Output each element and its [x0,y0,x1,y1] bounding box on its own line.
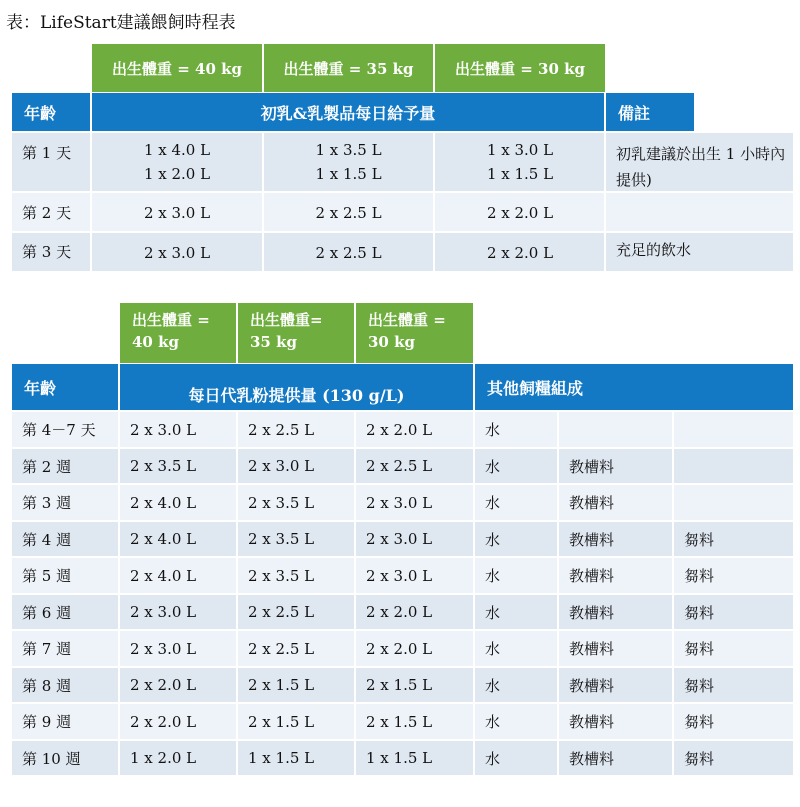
other-feed-water: 水 [485,676,501,695]
column-header-age: 年齡 [12,93,90,131]
age-cell: 第 2 週 [22,457,72,476]
column-header-age: 年齡 [12,364,118,410]
column-header-other-feed: 其他飼糧組成 [475,364,793,410]
amount-cell-35kg: 1 x 1.5 L [248,749,315,767]
column-header-daily-amount: 初乳&乳製品每日給予量 [92,93,604,131]
weight-header-35kg: 出生體重= 35 kg [238,303,354,363]
other-feed-forage [674,449,793,483]
note-cell: 初乳建議於出生 1 小時內提供) [616,145,786,189]
other-feed-water: 水 [485,421,501,439]
other-feed-starter: 教槽料 [569,713,615,731]
other-feed-water: 水 [485,713,501,731]
note-cell [606,193,793,231]
other-feed-forage: 芻料 [684,749,715,768]
column-divider [90,133,92,271]
age-cell: 第 8 週 [22,676,72,695]
amount-cell-40kg: 2 x 3.0 L [130,639,197,658]
amount-cell-35kg: 2 x 3.5 L [248,530,315,548]
amount-line-1: 1 x 3.0 L [486,141,554,159]
column-divider [604,133,606,271]
other-feed-starter: 教槽料 [569,749,615,768]
amount-line-1: 1 x 3.5 L [315,141,382,159]
amount-cell-30kg: 2 x 1.5 L [366,676,433,694]
amount-cell-35kg [264,138,433,186]
amount-cell-40kg: 2 x 3.0 L [130,603,197,621]
other-feed-forage: 芻料 [684,713,715,731]
amount-cell-30kg: 2 x 2.0 L [486,204,554,222]
column-divider [236,412,238,776]
amount-cell-35kg: 2 x 3.5 L [248,493,315,512]
age-cell: 第 9 週 [22,713,72,731]
age-cell: 第 6 週 [22,603,72,622]
amount-line-2: 1 x 1.5 L [486,165,554,183]
age-cell: 第 7 週 [22,640,72,658]
amount-cell-30kg: 2 x 1.5 L [366,712,433,731]
column-divider [557,412,559,776]
amount-cell-35kg: 2 x 2.5 L [248,603,315,621]
other-feed-water: 水 [485,603,501,622]
amount-cell-40kg [92,138,262,186]
weight-header-30kg: 出生體重 = 30 kg [435,44,605,92]
column-divider [354,412,356,776]
other-feed-starter: 教槽料 [569,530,615,549]
amount-cell-35kg: 2 x 1.5 L [248,676,315,694]
table-caption: 表：LifeStart建議餵飼時程表 [6,13,236,33]
amount-cell-40kg: 2 x 3.0 L [143,244,211,262]
column-header-daily-amount: 每日代乳粉提供量 (130 g/L) [120,364,473,410]
amount-cell-40kg: 1 x 2.0 L [130,749,197,767]
age-cell: 第 10 週 [22,749,81,768]
amount-cell-35kg: 2 x 2.5 L [248,639,315,658]
other-feed-forage [674,485,793,520]
weight-header-35kg: 出生體重 = 35 kg [264,44,433,92]
weight-header-40kg: 出生體重 = 40 kg [120,303,236,363]
other-feed-starter: 教槽料 [569,603,615,622]
other-feed-water: 水 [485,494,501,512]
amount-cell-30kg: 1 x 1.5 L [366,749,433,767]
weight-header-40kg: 出生體重 = 40 kg [92,44,262,92]
weight-header-30kg: 出生體重 = 30 kg [356,303,473,363]
other-feed-starter: 教槽料 [569,494,615,512]
amount-cell-35kg: 2 x 3.5 L [248,566,315,585]
other-feed-forage: 芻料 [684,530,715,549]
amount-cell-30kg: 2 x 2.0 L [366,639,433,658]
age-cell: 第 5 週 [22,567,72,585]
other-feed-water: 水 [485,640,501,658]
amount-cell-40kg: 2 x 2.0 L [130,676,197,694]
amount-cell-30kg: 2 x 2.0 L [486,244,554,262]
amount-line-1: 1 x 4.0 L [143,141,211,159]
other-feed-starter [559,412,672,447]
other-feed-starter: 教槽料 [569,640,615,658]
other-feed-forage: 芻料 [684,603,715,622]
amount-line-2: 1 x 2.0 L [143,165,211,183]
column-divider [433,133,435,271]
age-cell: 第 4 週 [22,530,72,549]
column-divider [672,412,674,776]
column-divider [262,133,264,271]
other-feed-starter: 教槽料 [569,567,615,585]
amount-cell-35kg: 2 x 2.5 L [315,204,382,222]
other-feed-starter: 教槽料 [569,676,615,695]
age-cell: 第 4－7 天 [22,421,96,439]
other-feed-starter: 教槽料 [569,457,615,476]
amount-cell-30kg: 2 x 2.5 L [366,457,433,475]
amount-cell-35kg: 2 x 2.5 L [248,420,315,439]
other-feed-water: 水 [485,749,501,768]
age-cell: 第 1 天 [22,143,72,162]
other-feed-forage: 芻料 [684,640,715,658]
column-divider [473,412,475,776]
age-cell: 第 3 天 [22,242,72,261]
amount-cell-40kg: 2 x 2.0 L [130,712,197,731]
amount-cell-35kg: 2 x 2.5 L [315,244,382,262]
other-feed-forage: 芻料 [684,567,715,585]
age-cell: 第 2 天 [22,203,72,222]
amount-cell-35kg: 2 x 1.5 L [248,712,315,731]
amount-cell-40kg: 2 x 3.0 L [143,204,211,222]
amount-cell-30kg: 2 x 3.0 L [366,493,433,512]
amount-cell-40kg: 2 x 4.0 L [130,530,197,548]
amount-cell-30kg [435,138,605,186]
other-feed-forage: 芻料 [684,676,715,695]
other-feed-water: 水 [485,457,501,476]
other-feed-water: 水 [485,567,501,585]
amount-line-2: 1 x 1.5 L [315,165,382,183]
amount-cell-40kg: 2 x 4.0 L [130,493,197,512]
amount-cell-40kg: 2 x 3.5 L [130,457,197,475]
other-feed-water: 水 [485,530,501,549]
column-header-notes: 備註 [606,93,694,131]
column-divider [118,412,120,776]
amount-cell-30kg: 2 x 3.0 L [366,530,433,548]
amount-cell-35kg: 2 x 3.0 L [248,457,315,475]
note-cell: 充足的飲水 [616,240,692,259]
amount-cell-30kg: 2 x 2.0 L [366,603,433,621]
amount-cell-40kg: 2 x 4.0 L [130,566,197,585]
amount-cell-30kg: 2 x 2.0 L [366,420,433,439]
other-feed-forage [674,412,793,447]
age-cell: 第 3 週 [22,494,72,512]
amount-cell-40kg: 2 x 3.0 L [130,420,197,439]
amount-cell-30kg: 2 x 3.0 L [366,566,433,585]
